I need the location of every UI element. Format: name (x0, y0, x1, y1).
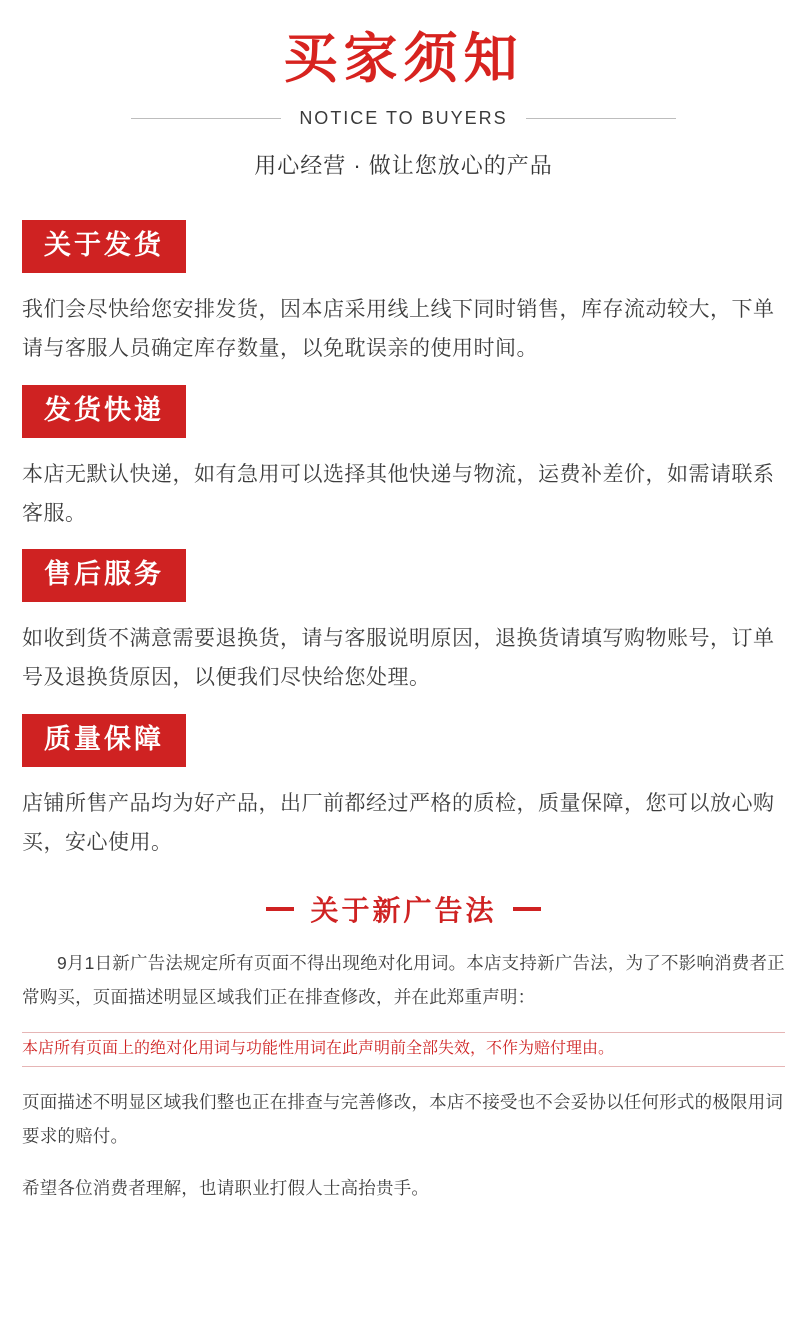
section-badge: 质量保障 (22, 714, 186, 767)
section-badge: 关于发货 (22, 220, 186, 273)
ad-law-paragraph-3: 希望各位消费者理解，也请职业打假人士高抬贵手。 (22, 1177, 430, 1198)
section-after-sales (22, 549, 785, 698)
section-quality (22, 714, 785, 863)
ad-law-paragraph-2: 页面描述不明显区域我们整也正在排查与完善修改，本店不接受也不会妥协以任何形式的极限用词要求的赔付。 (22, 1091, 784, 1147)
subtitle-row (0, 108, 807, 129)
subtitle-english: NOTICE TO BUYERS (299, 108, 508, 129)
ad-law-block (0, 889, 807, 1233)
section-body: 店铺所售产品均为好产品，出厂前都经过严格的质检，质量保障，您可以放心购买，安心使用。 (22, 792, 775, 854)
section-courier (22, 385, 785, 534)
section-body: 我们会尽快给您安排发货，因本店采用线上线下同时销售，库存流动较大，下单请与客服人员确定库存数量，以免耽误亲的使用时间。 (22, 298, 775, 360)
dash-right-icon (513, 907, 541, 911)
page-header (0, 0, 807, 180)
section-badge: 售后服务 (22, 549, 186, 602)
section-badge: 发货快递 (22, 385, 186, 438)
section-body: 本店无默认快递，如有急用可以选择其他快递与物流，运费补差价，如需请联系客服。 (22, 462, 775, 525)
section-body: 如收到货不满意需要退换货，请与客服说明原因，退换货请填写购物账号，订单号及退换货原因，以便我们尽快给您处理。 (22, 627, 775, 690)
notice-sections (0, 220, 807, 863)
slogan: 用心经营 · 做让您放心的产品 (254, 153, 553, 179)
ad-law-title-row (22, 889, 785, 929)
page-title: 买家须知 (283, 29, 524, 89)
divider-right (526, 118, 676, 119)
dash-left-icon (266, 907, 294, 911)
divider-left (131, 118, 281, 119)
ad-law-title: 关于新广告法 (310, 894, 497, 926)
ad-law-highlight: 本店所有页面上的绝对化用词与功能性用词在此声明前全部失效，不作为赔付理由。 (22, 1032, 785, 1067)
section-shipping (22, 220, 785, 369)
ad-law-paragraph-1: 9月1日新广告法规定所有页面不得出现绝对化用词。本店支持新广告法，为了不影响消费者正常购买，页面描述明显区域我们正在排查修改，并在此郑重声明： (22, 953, 785, 1008)
